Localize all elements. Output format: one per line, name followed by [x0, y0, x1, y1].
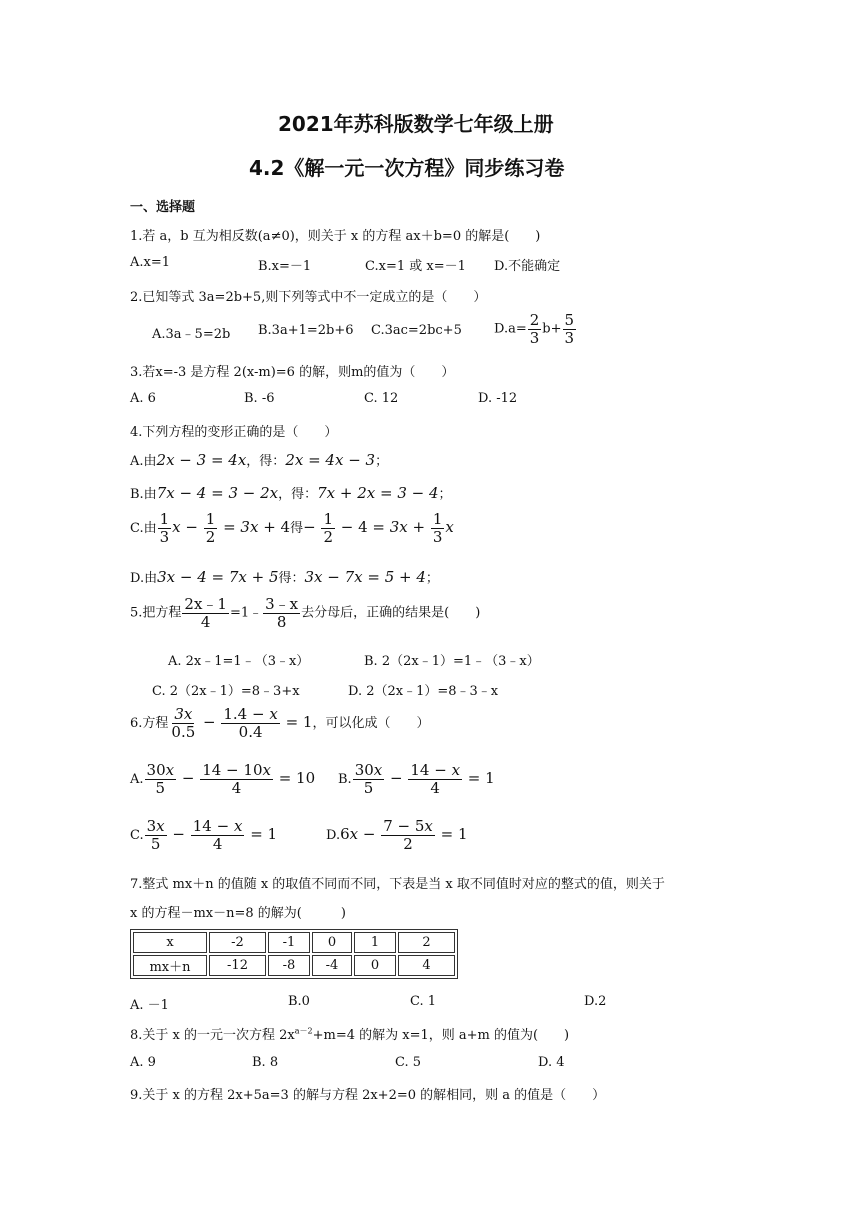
q8-option-d: D. 4 — [538, 1055, 565, 1070]
fraction: $\frac{1}{3}$ — [432, 510, 443, 546]
q4-option-c: C.由 $\frac{1}{3}$ x − $\frac{1}{2}$ = 3x + 4得− $\frac{1}{2}$ − 4 = 3x + $\frac{1}{3}$ x — [130, 510, 454, 546]
fraction: $\frac{14 - x}{4}$ — [192, 817, 243, 853]
q9-stem: 9.关于 x 的方程 2x+5a=3 的解与方程 2x+2=0 的解相同，则 a 的值是（ ） — [130, 1088, 606, 1103]
q2-d-mid: b+ — [542, 321, 562, 337]
table-cell: -4 — [312, 955, 352, 976]
q1-stem: 1.若 a，b 互为相反数(a≠0)，则关于 x 的方程 ax＋b=0 的解是( ) — [130, 229, 541, 244]
q2-d-prefix: D.a= — [494, 321, 527, 337]
q1-option-b: B.x=－1 — [258, 259, 312, 274]
q2-option-b: B.3a+1=2b+6 — [258, 323, 354, 338]
q3-option-b: B. -6 — [244, 391, 275, 406]
fraction: $\frac{1}{3}$ — [159, 510, 170, 546]
q7-option-d: D.2 — [584, 994, 607, 1009]
q5-stem: 5.把方程 $\frac{2x﹣1}{4}$ =1﹣ $\frac{3﹣x}{8}$ 去分母后，正确的结果是( ) — [130, 595, 481, 631]
table-cell: -1 — [268, 932, 310, 953]
q1-option-a: A.x=1 — [130, 255, 171, 270]
q7-stem-line1: 7.整式 mx＋n 的值随 x 的取值不同而不同，下表是当 x 取不同值时对应的整式的值，则关于 — [130, 877, 665, 892]
fraction: $\frac{1.4 - x}{0.4}$ — [223, 705, 278, 741]
equation: 2x = 4x − 3 — [285, 451, 376, 469]
section-heading: 一、选择题 — [130, 200, 196, 215]
q8-option-a: A. 9 — [130, 1055, 156, 1070]
title-line2: 4.2《解一元一次方程》同步练习卷 — [249, 156, 565, 180]
q5-option-c: C. 2（2x﹣1）=8﹣3+x — [152, 684, 300, 699]
q3-option-d: D. -12 — [478, 391, 518, 406]
q7-option-a: A. －1 — [130, 998, 169, 1013]
q5-option-a: A. 2x﹣1=1﹣（3﹣x） — [168, 654, 310, 669]
equation: 7x − 4 = 3 − 2x — [156, 484, 279, 502]
q3-option-a: A. 6 — [130, 391, 156, 406]
table-cell: x — [133, 932, 207, 953]
equation: 3x − 4 = 7x + 5 — [157, 568, 279, 586]
table-cell: -8 — [268, 955, 310, 976]
fraction: $\frac{30x}{5}$ — [354, 761, 383, 797]
table-cell: mx＋n — [133, 955, 207, 976]
q6-option-d: D.6x − $\frac{7 - 5x}{2}$ = 1 — [326, 817, 468, 853]
q4-stem: 4.下列方程的变形正确的是（ ） — [130, 425, 338, 440]
fraction: $\frac{14 - 10x}{4}$ — [202, 761, 271, 797]
q8-option-b: B. 8 — [252, 1055, 279, 1070]
q6-stem: 6.方程 $\frac{3x}{0.5}$ − $\frac{1.4 - x}{0.4}$ = 1，可以化成（ ） — [130, 705, 430, 741]
equation: 2x − 3 = 4x — [156, 451, 247, 469]
fraction: $\frac{2}{3}$ — [529, 311, 540, 347]
q4-option-a: A.由2x − 3 = 4x，得：2x = 4x − 3； — [130, 451, 389, 469]
q5-option-b: B. 2（2x﹣1）=1﹣（3﹣x） — [364, 654, 540, 669]
q6-option-a: A. $\frac{30x}{5}$ − $\frac{14 - 10x}{4}$ = 10 — [130, 761, 316, 797]
fraction: $\frac{7 - 5x}{2}$ — [383, 817, 433, 853]
q8-option-c: C. 5 — [395, 1055, 422, 1070]
q5-option-d: D. 2（2x﹣1）=8﹣3﹣x — [348, 684, 499, 699]
q4-option-b: B.由7x − 4 = 3 − 2x，得：7x + 2x = 3 − 4； — [130, 484, 452, 502]
q1-option-c: C.x=1 或 x=－1 — [365, 259, 466, 274]
fraction: $\frac{2x﹣1}{4}$ — [184, 595, 227, 631]
table-cell: 2 — [398, 932, 455, 953]
table-row — [133, 932, 455, 953]
q3-option-c: C. 12 — [364, 391, 399, 406]
fraction: $\frac{3x}{0.5}$ — [171, 705, 196, 741]
title-line1: 2021年苏科版数学七年级上册 — [278, 112, 554, 136]
q7-stem-line2: x 的方程－mx－n=8 的解为( ) — [130, 906, 346, 921]
equation: 7x + 2x = 3 − 4 — [317, 484, 439, 502]
table-row — [133, 955, 455, 976]
q2-option-c: C.3ac=2bc+5 — [371, 323, 462, 338]
fraction: $\frac{1}{2}$ — [205, 510, 216, 546]
q2-option-d — [494, 312, 577, 346]
table-cell: -12 — [209, 955, 266, 976]
q2-stem: 2.已知等式 3a=2b+5,则下列等式中不一定成立的是（ ） — [130, 290, 487, 305]
q7-option-b: B.0 — [288, 994, 310, 1009]
fraction: $\frac{30x}{5}$ — [146, 761, 175, 797]
table-cell: 0 — [354, 955, 396, 976]
q7-table-wrapper — [130, 929, 458, 979]
table-cell: 4 — [398, 955, 455, 976]
fraction: $\frac{1}{2}$ — [323, 510, 333, 546]
q6-option-b: B. $\frac{30x}{5}$ − $\frac{14 - x}{4}$ = 1 — [338, 761, 495, 797]
fraction: $\frac{3x}{5}$ — [146, 817, 165, 853]
q2-option-a: A.3a﹣5=2b — [152, 327, 231, 342]
q1-option-d: D.不能确定 — [494, 259, 561, 274]
q7-option-c: C. 1 — [410, 994, 437, 1009]
q8-stem: 8.关于 x 的一元一次方程 $2x^{a-2}+m=4$ 的解为 x=1，则 a+m 的值为( ) — [130, 1026, 570, 1043]
table-cell: 1 — [354, 932, 396, 953]
table-cell: 0 — [312, 932, 352, 953]
exponent: a－2 — [294, 1026, 313, 1036]
q7-value-table — [130, 929, 458, 979]
q3-stem: 3.若x=-3 是方程 2(x-m)=6 的解，则m的值为（ ） — [130, 365, 455, 380]
fraction: $\frac{3﹣x}{8}$ — [265, 595, 299, 631]
table-cell: -2 — [209, 932, 266, 953]
q4-option-d: D.由3x − 4 = 7x + 5得：3x − 7x = 5 + 4； — [130, 568, 439, 586]
equation: 3x − 7x = 5 + 4 — [304, 568, 426, 586]
q6-option-c: C. $\frac{3x}{5}$ − $\frac{14 - x}{4}$ = 1 — [130, 817, 278, 853]
fraction: $\frac{5}{3}$ — [564, 311, 575, 347]
fraction: $\frac{14 - x}{4}$ — [410, 761, 461, 797]
